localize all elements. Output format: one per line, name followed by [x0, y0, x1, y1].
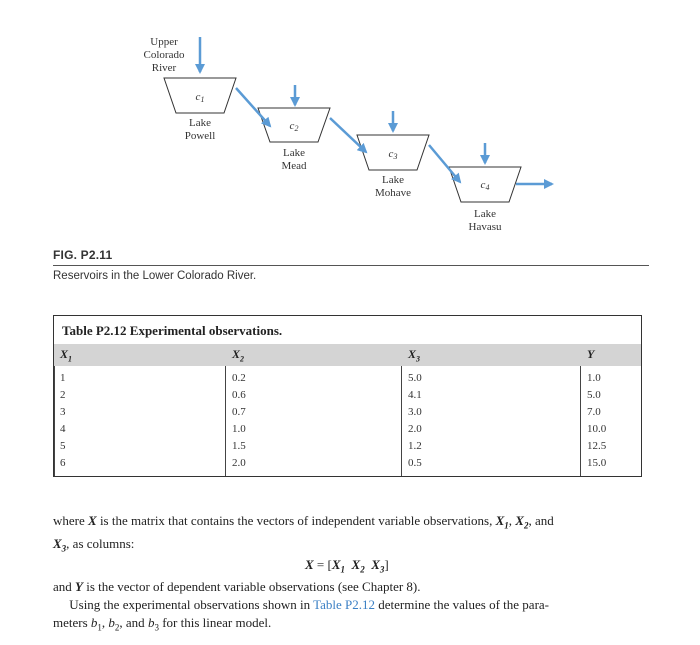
cell-x3: 1.2: [408, 440, 422, 452]
lake-havasu-label: [469, 208, 502, 233]
cell-x1: 4: [60, 423, 66, 435]
svg-text:Lake: Lake: [189, 117, 211, 129]
cell-y: 5.0: [587, 389, 601, 401]
column-divider: [225, 366, 226, 476]
figure-number: FIG. P2.11: [53, 248, 113, 262]
column-divider: [580, 366, 581, 476]
cell-x2: 0.7: [232, 406, 246, 418]
figure-caption: Reservoirs in the Lower Colorado River.: [53, 270, 257, 282]
cell-x1: 3: [60, 406, 66, 418]
powell-to-mead-arrow: [236, 88, 270, 126]
paragraph-using: Using the experimental observations shown in Table P2.12 determine the values of the para- meters $b_1$, $b_2$, and $b_3$ for this linear model.: [53, 597, 549, 633]
header-x3: $X_3$: [408, 347, 421, 364]
c2-label: c2: [289, 120, 299, 133]
svg-text:Colorado: Colorado: [143, 49, 185, 61]
cell-x3: 3.0: [408, 406, 422, 418]
c4-label: c4: [480, 179, 490, 192]
svg-text:River: River: [151, 62, 177, 74]
lake-mohave-label: [375, 174, 411, 199]
cell-y: 10.0: [587, 423, 607, 435]
cell-x2: 0.2: [232, 372, 246, 384]
cell-y: 15.0: [587, 457, 607, 469]
svg-text:Lake: Lake: [474, 208, 496, 220]
c3-label: c3: [388, 148, 398, 161]
table-reference-link[interactable]: Table P2.12: [313, 597, 376, 612]
svg-text:Powell: Powell: [184, 130, 216, 142]
cell-x1: 2: [60, 389, 66, 401]
cell-y: 12.5: [587, 440, 607, 452]
matrix-equation: $X = [X_1$ $X_2$ $X_3$]: [305, 557, 389, 575]
cell-x1: 5: [60, 440, 66, 452]
paragraph-where: where X is the matrix that contains the vectors of independent variable observations, $X_1$, $X_2$, and $X_3$, as columns:: [53, 513, 554, 554]
svg-text:Mohave: Mohave: [374, 187, 412, 199]
column-divider: [401, 366, 402, 476]
cell-x2: 2.0: [232, 457, 246, 469]
header-y: Y: [587, 347, 595, 361]
lake-mead-label: [281, 147, 307, 172]
cell-x3: 0.5: [408, 457, 422, 469]
cell-x3: 4.1: [408, 389, 422, 401]
svg-text:Upper: Upper: [150, 36, 178, 48]
svg-text:Mead: Mead: [281, 160, 307, 172]
column-divider: [54, 366, 55, 476]
observations-table: [53, 315, 642, 477]
header-x1: $X_1$: [60, 347, 73, 364]
c1-label: c1: [195, 91, 205, 104]
svg-text:Havasu: Havasu: [468, 221, 502, 233]
cell-x3: 5.0: [408, 372, 422, 384]
table-title: Table P2.12 Experimental observations.: [62, 323, 283, 338]
cell-y: 1.0: [587, 372, 601, 384]
paragraph-y: and Y is the vector of dependent variable observations (see Chapter 8).: [53, 579, 421, 594]
cell-x3: 2.0: [408, 423, 422, 435]
cell-x2: 0.6: [232, 389, 246, 401]
cell-x1: 6: [60, 457, 66, 469]
svg-text:Lake: Lake: [382, 174, 404, 186]
upper-river-label: [144, 36, 185, 74]
header-x2: $X_2$: [232, 347, 245, 364]
svg-text:Lake: Lake: [283, 147, 305, 159]
figure-divider: [53, 265, 649, 266]
cell-y: 7.0: [587, 406, 601, 418]
cell-x2: 1.5: [232, 440, 246, 452]
table-header-row: [54, 344, 641, 366]
cell-x2: 1.0: [232, 423, 246, 435]
mohave-to-havasu-arrow: [429, 145, 460, 182]
reservoir-diagram: [0, 0, 700, 250]
lake-powell-label: [185, 117, 216, 142]
cell-x1: 1: [60, 372, 66, 384]
